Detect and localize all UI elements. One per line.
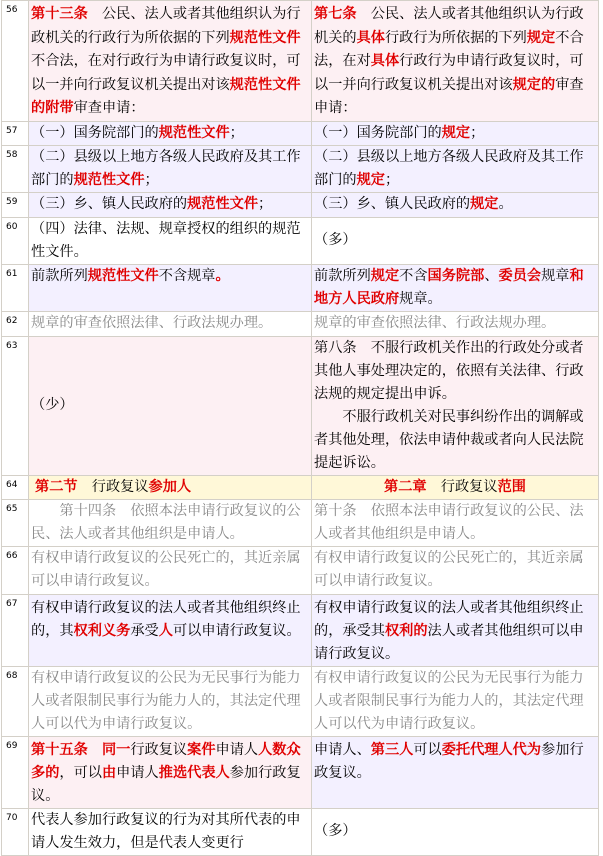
row-number: 65 (2, 499, 29, 546)
table-row (2, 192, 599, 217)
right-cell: 前款所列规定不含国务院部、委员会规章和地方人民政府规章。 (312, 264, 599, 311)
row-number: 70 (2, 808, 29, 855)
table-row (2, 336, 599, 475)
comparison-table (1, 0, 599, 856)
table-row (2, 121, 599, 145)
right-cell: 第七条 公民、法人或者其他组织认为行政机关的具体行政行为所依据的下列规定不合法，在对具体行政行为申请行政复议时，可以一并向行政复议机关提出对该规定的审查申请： (312, 1, 599, 122)
right-cell: 规章的审查依照法律、行政法规办理。 (312, 311, 599, 336)
table-row (2, 475, 599, 499)
left-cell: 第二节 行政复议参加人 (29, 475, 312, 499)
left-cell: 代表人参加行政复议的行为对其所代表的申请人发生效力，但是代表人变更行 (29, 808, 312, 855)
row-number: 59 (2, 192, 29, 217)
table-row (2, 736, 599, 808)
row-number: 60 (2, 217, 29, 264)
left-cell: 规章的审查依照法律、行政法规办理。 (29, 311, 312, 336)
row-number: 64 (2, 475, 29, 499)
row-number: 61 (2, 264, 29, 311)
left-cell: 有权申请行政复议的公民死亡的，其近亲属可以申请行政复议。 (29, 546, 312, 594)
table-row (2, 264, 599, 311)
table-row (2, 546, 599, 594)
right-cell: 有权申请行政复议的法人或者其他组织终止的，承受其权利的法人或者其他组织可以申请行政复议。 (312, 594, 599, 666)
right-cell: （一）国务院部门的规定； (312, 121, 599, 145)
table-row (2, 145, 599, 192)
right-cell: （多） (312, 217, 599, 264)
row-number: 69 (2, 736, 29, 808)
table-row (2, 666, 599, 736)
left-cell: （少） (29, 336, 312, 475)
left-cell: （一）国务院部门的规范性文件； (29, 121, 312, 145)
row-number: 62 (2, 311, 29, 336)
left-cell: （三）乡、镇人民政府的规范性文件； (29, 192, 312, 217)
right-cell: 第二章 行政复议范围 (312, 475, 599, 499)
right-cell: （二）县级以上地方各级人民政府及其工作部门的规定； (312, 145, 599, 192)
left-cell: 有权申请行政复议的公民为无民事行为能力人或者限制民事行为能力人的，其法定代理人可以代为申请行政复议。 (29, 666, 312, 736)
row-number: 58 (2, 145, 29, 192)
table-row (2, 311, 599, 336)
left-cell: 第十三条 公民、法人或者其他组织认为行政机关的行政行为所依据的下列规范性文件不合法，在对行政行为申请行政复议时，可以一并向行政复议机关提出对该规范性文件的附带审查申请： (29, 1, 312, 122)
row-number: 57 (2, 121, 29, 145)
right-cell: （三）乡、镇人民政府的规定。 (312, 192, 599, 217)
table-row (2, 808, 599, 855)
row-number: 67 (2, 594, 29, 666)
table-row (2, 217, 599, 264)
row-number: 66 (2, 546, 29, 594)
left-cell: 第十五条 同一行政复议案件申请人人数众多的，可以由申请人推选代表人参加行政复议。 (29, 736, 312, 808)
right-cell: （多） (312, 808, 599, 855)
paragraph: 第八条 不服行政机关作出的行政处分或者其他人事处理决定的，依照有关法律、行政法规的规定提出申诉。 (314, 339, 584, 402)
left-cell: （四）法律、法规、规章授权的组织的规范性文件。 (29, 217, 312, 264)
table-row (2, 594, 599, 666)
row-number: 63 (2, 336, 29, 475)
right-cell: 第十条 依照本法申请行政复议的公民、法人或者其他组织是申请人。 (312, 499, 599, 546)
table-row (2, 1, 599, 122)
paragraph: 不服行政机关对民事纠纷作出的调解或者其他处理，依法申请仲裁或者向人民法院提起诉讼。 (314, 408, 584, 471)
left-cell: 前款所列规范性文件不含规章。 (29, 264, 312, 311)
left-cell: （二）县级以上地方各级人民政府及其工作部门的规范性文件； (29, 145, 312, 192)
row-number: 68 (2, 666, 29, 736)
left-cell: 第十四条 依照本法申请行政复议的公民、法人或者其他组织是申请人。 (29, 499, 312, 546)
right-cell (312, 336, 599, 475)
row-number: 56 (2, 1, 29, 122)
right-cell: 有权申请行政复议的公民为无民事行为能力人或者限制民事行为能力人的，其法定代理人可以代为申请行政复议。 (312, 666, 599, 736)
right-cell: 申请人、第三人可以委托代理人代为参加行政复议。 (312, 736, 599, 808)
left-cell: 有权申请行政复议的法人或者其他组织终止的，其权利义务承受人可以申请行政复议。 (29, 594, 312, 666)
right-cell: 有权申请行政复议的公民死亡的，其近亲属可以申请行政复议。 (312, 546, 599, 594)
table-row (2, 499, 599, 546)
